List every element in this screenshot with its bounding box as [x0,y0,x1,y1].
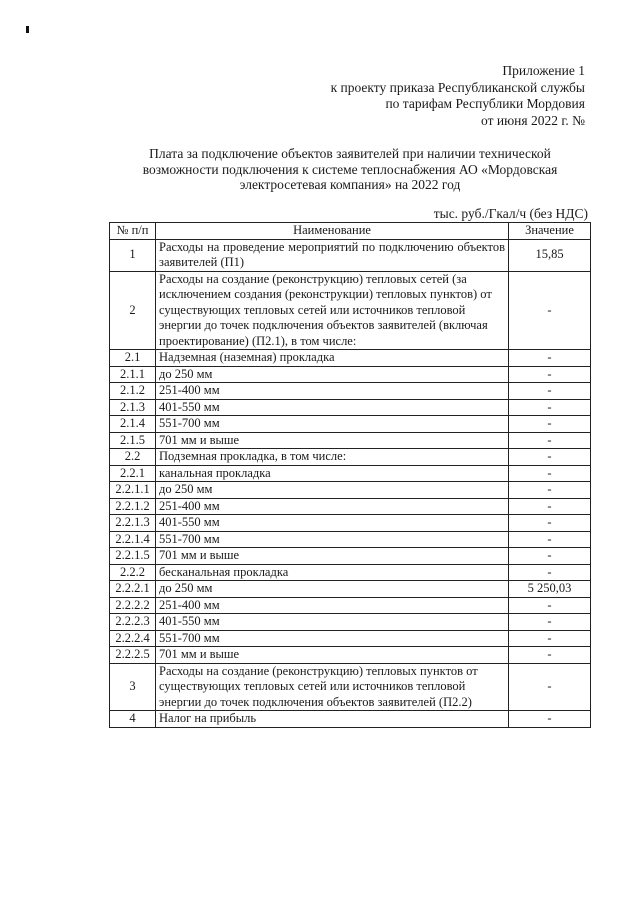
row-value: - [509,531,591,548]
table-row [110,647,591,664]
column-header-value: Значение [509,223,591,240]
row-name: 551-700 мм [156,531,509,548]
row-value: - [509,399,591,416]
table-row [110,614,591,631]
row-value: - [509,432,591,449]
row-name: бесканальная прокладка [156,564,509,581]
row-value: - [509,498,591,515]
row-value: - [509,350,591,367]
row-name: 401-550 мм [156,515,509,532]
table-row [110,711,591,728]
table-row [110,399,591,416]
table-row [110,498,591,515]
row-value: - [509,711,591,728]
row-number: 2.1.4 [110,416,156,433]
row-name: 401-550 мм [156,614,509,631]
table-row [110,350,591,367]
document-title [110,146,590,193]
row-number: 2.2.1 [110,465,156,482]
row-name: 251-400 мм [156,498,509,515]
row-number: 2.2.1.4 [110,531,156,548]
table-row [110,548,591,565]
units-label: тыс. руб./Гкал/ч (без НДС) [433,206,588,221]
row-value: - [509,647,591,664]
row-name: 701 мм и выше [156,647,509,664]
row-number: 3 [110,663,156,711]
row-value: - [509,482,591,499]
table-row [110,597,591,614]
row-value: - [509,663,591,711]
row-value: - [509,271,591,350]
row-value: - [509,465,591,482]
row-number: 2.2.2 [110,564,156,581]
title-line: электросетевая компания» на 2022 год [239,177,461,192]
appendix-header [331,63,585,129]
row-value: - [509,383,591,400]
row-name: 401-550 мм [156,399,509,416]
row-name: 251-400 мм [156,383,509,400]
row-name: 551-700 мм [156,416,509,433]
table-row [110,271,591,350]
row-value: - [509,416,591,433]
row-number: 2.1.2 [110,383,156,400]
table-row [110,564,591,581]
appendix-title: Приложение 1 [502,63,585,78]
table-row [110,432,591,449]
row-value: - [509,564,591,581]
row-value: 15,85 [509,239,591,271]
row-number: 2.2.1.2 [110,498,156,515]
table-row [110,465,591,482]
row-number: 2.2.2.2 [110,597,156,614]
table-row [110,239,591,271]
row-number: 2.2.1.3 [110,515,156,532]
row-name: до 250 мм [156,581,509,598]
row-value: - [509,614,591,631]
table-row [110,531,591,548]
appendix-order-line: к проекту приказа Республиканской службы [330,79,585,95]
title-line: возможности подключения к системе теплоснабжения АО «Мордовская [142,161,558,177]
row-number: 2.1.5 [110,432,156,449]
row-name: Расходы на создание (реконструкцию) тепловых пунктов от существующих тепловых сетей или источников тепловой энергии до точек подключения объектов заявителей (П2.2) [156,663,509,711]
row-value: - [509,515,591,532]
row-number: 4 [110,711,156,728]
row-value: - [509,597,591,614]
scan-mark [26,26,29,33]
fee-table [109,222,591,728]
row-number: 2.2.2.1 [110,581,156,598]
row-value: - [509,366,591,383]
row-name: до 250 мм [156,482,509,499]
row-number: 2.2.2.3 [110,614,156,631]
row-number: 2.2.2.5 [110,647,156,664]
row-name: 251-400 мм [156,597,509,614]
row-name: канальная прокладка [156,465,509,482]
row-number: 2 [110,271,156,350]
column-header-number: № п/п [110,223,156,240]
appendix-service-line: по тарифам Республики Мордовия [385,96,585,111]
appendix-date-line: от июня 2022 г. № [481,112,585,128]
row-value: - [509,630,591,647]
row-number: 2.2.1.1 [110,482,156,499]
table-row [110,366,591,383]
table-row [110,515,591,532]
row-number: 2.1 [110,350,156,367]
table-row [110,630,591,647]
table-row [110,416,591,433]
row-number: 2.1.1 [110,366,156,383]
row-name: 551-700 мм [156,630,509,647]
row-name: 701 мм и выше [156,432,509,449]
table-row [110,449,591,466]
row-value: - [509,548,591,565]
row-name: Надземная (наземная) прокладка [156,350,509,367]
table-row [110,383,591,400]
row-number: 2.2 [110,449,156,466]
row-name: до 250 мм [156,366,509,383]
row-value: 5 250,03 [509,581,591,598]
table-row [110,581,591,598]
column-header-name: Наименование [156,223,509,240]
row-number: 2.2.2.4 [110,630,156,647]
table-row [110,663,591,711]
row-name: Подземная прокладка, в том числе: [156,449,509,466]
table-header-row [110,223,591,240]
table-row [110,482,591,499]
row-name: Расходы на проведение мероприятий по подключению объектов заявителей (П1) [156,239,509,271]
row-name: 701 мм и выше [156,548,509,565]
row-number: 2.2.1.5 [110,548,156,565]
row-number: 2.1.3 [110,399,156,416]
row-name: Расходы на создание (реконструкцию) тепловых сетей (за исключением создания (реконструкции) тепловых пунктов) от существующих тепловых сетей или источников тепловой энергии до точек подключения объектов заявителей (включая проектирование) (П2.1), в том числе: [156,271,509,350]
row-value: - [509,449,591,466]
row-name: Налог на прибыль [156,711,509,728]
title-line: Плата за подключение объектов заявителей при наличии технической [149,146,551,161]
row-number: 1 [110,239,156,271]
